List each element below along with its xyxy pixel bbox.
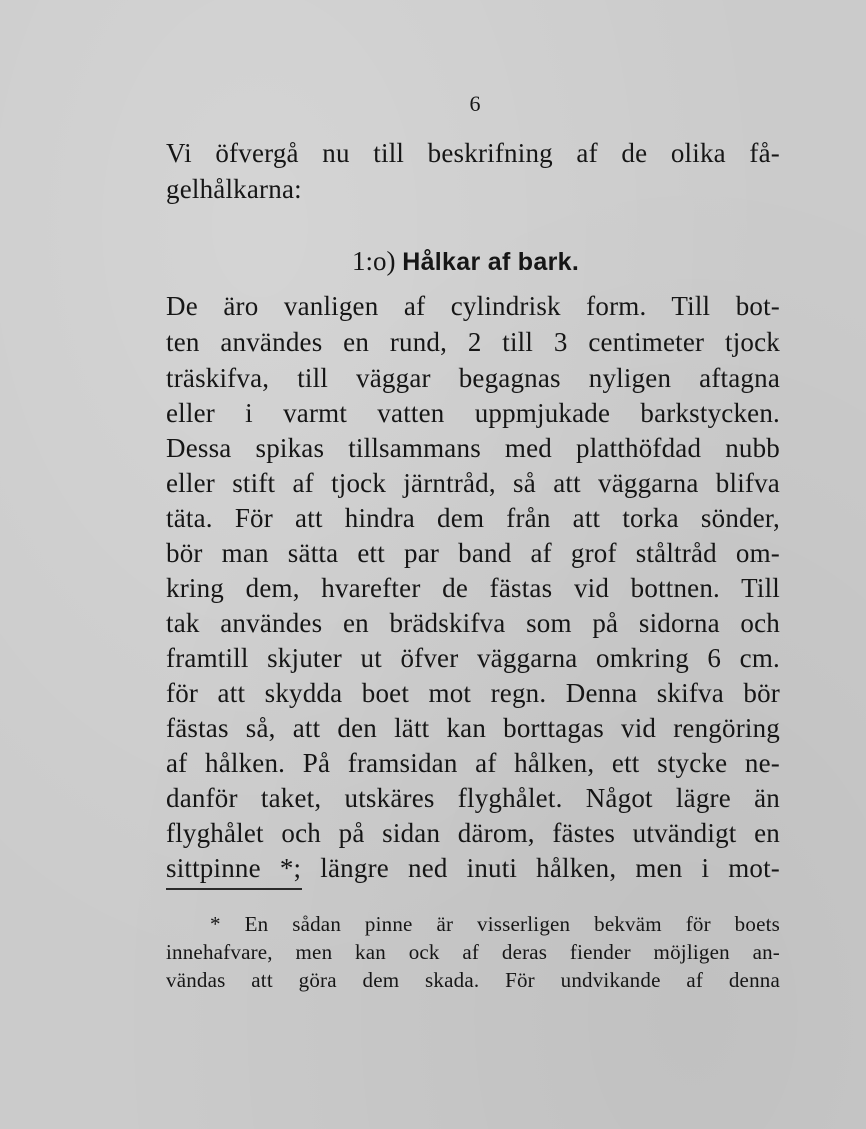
body-line-4: eller i varmt vatten uppmjukade barkstycken.: [166, 398, 780, 428]
body-line-1: De äro vanligen af cylindrisk form. Till bot-: [166, 291, 780, 321]
body-line-13: fästas så, att den lätt kan borttagas vid rengöring: [166, 713, 780, 743]
body-line-16: flyghålet och på sidan därom, fästes utvändigt en: [166, 818, 780, 848]
body-line-5: Dessa spikas tillsammans med platthöfdad nubb: [166, 433, 780, 463]
page-number: 6: [469, 91, 481, 116]
body-line-17: sittpinne *; längre ned inuti hålken, men i mot-: [166, 853, 780, 883]
body-line-6: eller stift af tjock järntråd, så att väggarna blifva: [166, 468, 780, 498]
body-line-11: framtill skjuter ut öfver väggarna omkring 6 cm.: [166, 643, 780, 673]
body-line-12: för att skydda boet mot regn. Denna skifva bör: [166, 678, 780, 708]
section-heading: [352, 244, 579, 279]
section-title: Hålkar af bark.: [402, 248, 580, 276]
body-line-7: täta. För att hindra dem från att torka sönder,: [166, 503, 780, 533]
body-line-10: tak användes en brädskifva som på sidorna och: [166, 608, 780, 638]
body-line-9: kring dem, hvarefter de fästas vid bottnen. Till: [166, 573, 780, 603]
footnote-line-3: vändas att göra dem skada. För undvikande af denna: [166, 968, 780, 992]
section-number: 1:o): [352, 246, 396, 276]
footnote-divider: [166, 888, 302, 890]
footnote-line-2: innehafvare, men kan ock af deras fiender möjligen an-: [166, 940, 780, 964]
body-line-2: ten användes en rund, 2 till 3 centimeter tjock: [166, 327, 780, 357]
body-line-8: bör man sätta ett par band af grof ståltråd om-: [166, 538, 780, 568]
body-line-15: danför taket, utskäres flyghålet. Något lägre än: [166, 783, 780, 813]
body-line-14: af hålken. På framsidan af hålken, ett stycke ne-: [166, 748, 780, 778]
intro-line-2: gelhålkarna:: [166, 174, 302, 204]
body-line-3: träskifva, till väggar begagnas nyligen aftagna: [166, 363, 780, 393]
footnote-line-1: * En sådan pinne är visserligen bekväm för boets: [210, 912, 780, 936]
intro-line-1: Vi öfvergå nu till beskrifning af de olika få-: [166, 138, 780, 168]
